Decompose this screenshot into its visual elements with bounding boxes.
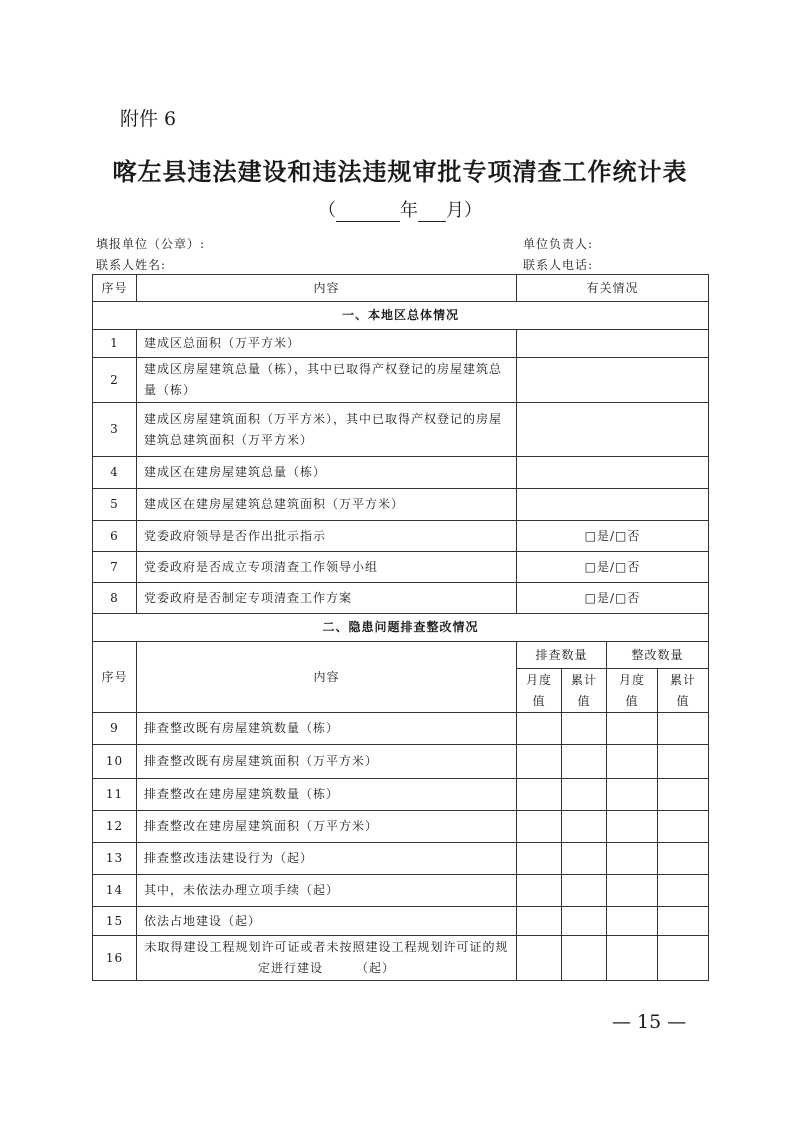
leader-label: 单位负责人: — [523, 237, 594, 251]
value-cell[interactable] — [562, 811, 607, 843]
period-month-label: 月） — [446, 200, 482, 221]
contact-name-label: 联系人姓名: — [96, 258, 167, 272]
table-row — [93, 843, 709, 875]
row-content: 党委政府是否成立专项清查工作领导小组 — [137, 552, 517, 583]
page-number: — 15 — — [612, 1011, 687, 1033]
table-row — [93, 489, 709, 521]
value-cell[interactable] — [562, 745, 607, 779]
table-row — [93, 745, 709, 779]
value-cell[interactable] — [607, 745, 658, 779]
row-content: 依法占地建设（起） — [137, 907, 517, 936]
table-row — [93, 457, 709, 489]
month-blank — [418, 203, 446, 222]
section-title: 二、隐患问题排查整改情况 — [93, 614, 709, 642]
table-row — [93, 875, 709, 907]
col-header-no: 序号 — [93, 642, 137, 713]
table-subheader-row — [93, 642, 709, 669]
row-content: 其中，未依法办理立项手续（起） — [137, 875, 517, 907]
yes-no-checkbox[interactable]: □是/□否 — [517, 521, 709, 552]
table-row — [93, 403, 709, 457]
row-status[interactable] — [517, 489, 709, 521]
row-content: 排查整改既有房屋建筑面积（万平方米） — [137, 745, 517, 779]
table-header-row — [93, 275, 709, 302]
col-header-monthly — [517, 669, 562, 713]
yes-no-checkbox[interactable]: □是/□否 — [517, 552, 709, 583]
value-cell[interactable] — [607, 907, 658, 936]
row-no: 9 — [93, 713, 137, 745]
value-cell[interactable] — [562, 713, 607, 745]
row-content: 排查整改既有房屋建筑数量（栋） — [137, 713, 517, 745]
value-cell[interactable] — [517, 843, 562, 875]
value-cell[interactable] — [607, 713, 658, 745]
monthly-line1: 月度 — [525, 672, 552, 687]
value-cell[interactable] — [607, 843, 658, 875]
value-cell[interactable] — [562, 779, 607, 811]
row-content: 建成区在建房屋建筑总量（栋） — [137, 457, 517, 489]
row-content: 党委政府是否制定专项清查工作方案 — [137, 583, 517, 614]
row-status[interactable] — [517, 457, 709, 489]
col-header-investigate: 排查数量 — [517, 642, 607, 669]
statistics-table — [92, 274, 709, 981]
row-content: 党委政府领导是否作出批示指示 — [137, 521, 517, 552]
value-cell[interactable] — [517, 779, 562, 811]
table-row — [93, 583, 709, 614]
value-cell[interactable] — [607, 779, 658, 811]
row-content: 未取得建设工程规划许可证或者未按照建设工程规划许可证的规定进行建设 （起） — [137, 936, 517, 981]
period-year-label: 年 — [400, 200, 418, 221]
table-row — [93, 552, 709, 583]
value-cell[interactable] — [562, 875, 607, 907]
row-content: 建成区总面积（万平方米） — [137, 330, 517, 358]
section-row — [93, 302, 709, 330]
row-content: 建成区房屋建筑面积（万平方米），其中已取得产权登记的房屋建筑总建筑面积（万平方米） — [137, 403, 517, 457]
attachment-label: 附件 6 — [120, 108, 177, 130]
yes-no-checkbox[interactable]: □是/□否 — [517, 583, 709, 614]
page-title: 喀左县违法建设和违法违规审批专项清查工作统计表 — [112, 158, 688, 186]
row-no: 16 — [93, 936, 137, 981]
row-status[interactable] — [517, 358, 709, 403]
unit-label: 填报单位（公章）: — [96, 237, 206, 251]
value-cell[interactable] — [562, 936, 607, 981]
value-cell[interactable] — [607, 811, 658, 843]
table-row — [93, 521, 709, 552]
value-cell[interactable] — [658, 811, 709, 843]
monthly-line2: 值 — [625, 693, 639, 708]
section-title: 一、本地区总体情况 — [93, 302, 709, 330]
value-cell[interactable] — [517, 745, 562, 779]
col-header-content: 内容 — [137, 275, 517, 302]
row-no: 2 — [93, 358, 137, 403]
report-period — [0, 196, 800, 222]
row-no: 3 — [93, 403, 137, 457]
table-row — [93, 358, 709, 403]
cumulative-line2: 值 — [676, 693, 690, 708]
cumulative-line1: 累计 — [570, 672, 597, 687]
value-cell[interactable] — [607, 936, 658, 981]
row-no: 7 — [93, 552, 137, 583]
value-cell[interactable] — [658, 713, 709, 745]
col-header-monthly — [607, 669, 658, 713]
col-header-cumulative — [562, 669, 607, 713]
row-no: 4 — [93, 457, 137, 489]
row-no: 11 — [93, 779, 137, 811]
row-no: 5 — [93, 489, 137, 521]
row-no: 15 — [93, 907, 137, 936]
section-row — [93, 614, 709, 642]
value-cell[interactable] — [562, 907, 607, 936]
row-status[interactable] — [517, 330, 709, 358]
value-cell[interactable] — [607, 875, 658, 907]
col-header-no: 序号 — [93, 275, 137, 302]
value-cell[interactable] — [658, 843, 709, 875]
value-cell[interactable] — [517, 907, 562, 936]
row-no: 13 — [93, 843, 137, 875]
row-content: 排查整改在建房屋建筑数量（栋） — [137, 779, 517, 811]
col-header-content: 内容 — [137, 642, 517, 713]
table-row — [93, 811, 709, 843]
value-cell[interactable] — [658, 936, 709, 981]
row-no: 8 — [93, 583, 137, 614]
col-header-rectify: 整改数量 — [607, 642, 709, 669]
table-row — [93, 936, 709, 981]
value-cell[interactable] — [517, 811, 562, 843]
col-header-status: 有关情况 — [517, 275, 709, 302]
row-content: 排查整改违法建设行为（起） — [137, 843, 517, 875]
value-cell[interactable] — [658, 779, 709, 811]
period-open: （ — [318, 200, 336, 221]
row-no: 1 — [93, 330, 137, 358]
row-no: 6 — [93, 521, 137, 552]
contact-phone-label: 联系人电话: — [523, 258, 594, 272]
row-no: 14 — [93, 875, 137, 907]
row-content: 建成区在建房屋建筑总建筑面积（万平方米） — [137, 489, 517, 521]
row-no: 10 — [93, 745, 137, 779]
table-row — [93, 907, 709, 936]
row-no: 12 — [93, 811, 137, 843]
value-cell[interactable] — [517, 875, 562, 907]
cumulative-line2: 值 — [577, 693, 591, 708]
col-header-cumulative — [658, 669, 709, 713]
monthly-line1: 月度 — [618, 672, 645, 687]
value-cell[interactable] — [562, 843, 607, 875]
table-row — [93, 330, 709, 358]
table-row — [93, 779, 709, 811]
cumulative-line1: 累计 — [670, 672, 697, 687]
row-status[interactable] — [517, 403, 709, 457]
value-cell[interactable] — [517, 713, 562, 745]
value-cell[interactable] — [658, 745, 709, 779]
monthly-line2: 值 — [532, 693, 546, 708]
row-content: 建成区房屋建筑总量（栋），其中已取得产权登记的房屋建筑总量（栋） — [137, 358, 517, 403]
value-cell[interactable] — [517, 936, 562, 981]
row-content: 排查整改在建房屋建筑面积（万平方米） — [137, 811, 517, 843]
value-cell[interactable] — [658, 875, 709, 907]
value-cell[interactable] — [658, 907, 709, 936]
year-blank — [336, 203, 400, 222]
table-row — [93, 713, 709, 745]
